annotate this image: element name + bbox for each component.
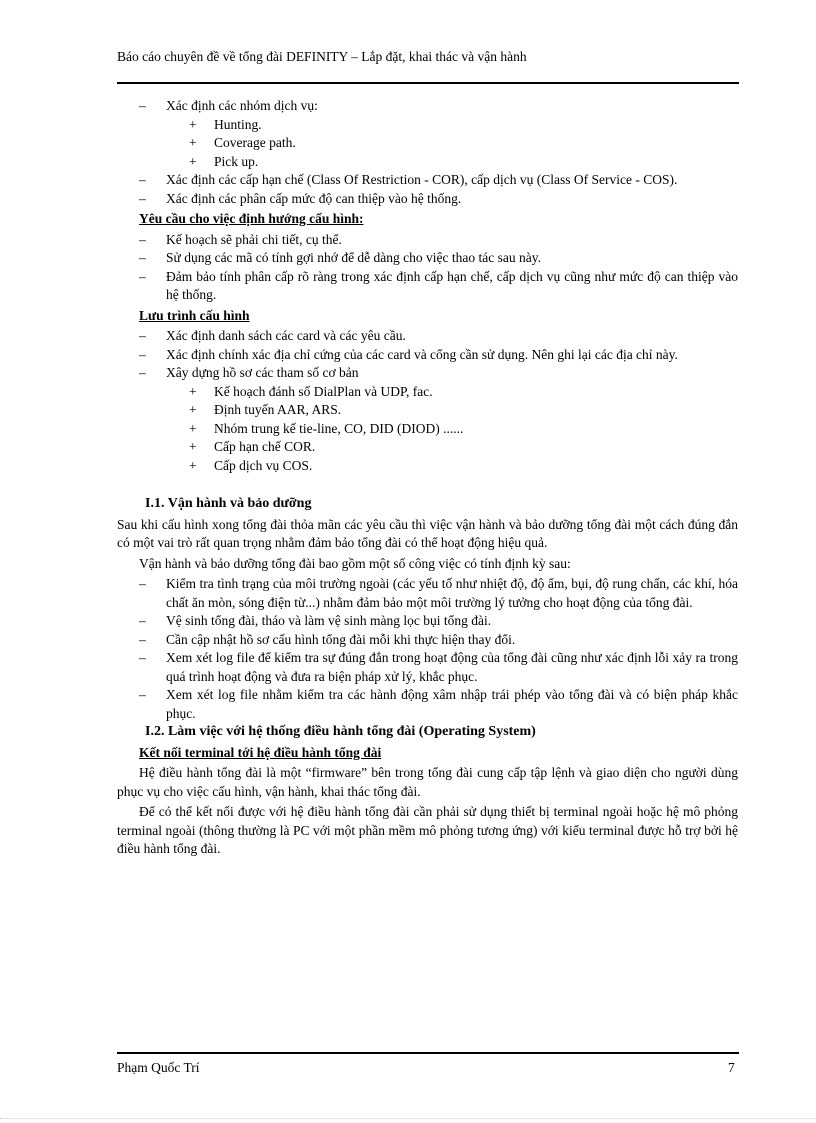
dash-bullet: – [139, 631, 146, 647]
subsection-heading: Kết nối terminal tới hệ điều hành tổng đài [139, 744, 382, 760]
footer-author: Phạm Quốc Trí [117, 1060, 200, 1075]
sub-list-item-text: Kế hoạch đánh số DialPlan và UDP, fac. [214, 383, 433, 399]
sub-list-item [139, 134, 738, 153]
dash-bullet: – [139, 576, 146, 591]
list-item-text: Xem xét log file để kiểm tra sự đúng đắn trong hoạt động của tổng đài cũng như xác định lỗi xảy ra trong quá trình hoạt động và đưa ra biện pháp xử lý, khắc phục. [166, 650, 738, 684]
list-item [139, 249, 738, 268]
sub-list-item [139, 457, 738, 476]
sub-list-item-text: Nhóm trung kế tie-line, CO, DID (DIOD) ...... [214, 420, 464, 436]
paragraph: Để có thể kết nối được với hệ điều hành tổng đài cần phải sử dụng thiết bị terminal ngoài hoặc hệ mô phỏng terminal ngoài (thông thường là PC với một phần mềm mô phỏng tương ứng) với kiểu terminal được hỗ trợ bởi hệ điều hành tổng đài. [117, 804, 738, 856]
dash-bullet: – [139, 98, 146, 113]
sub-list-item-text: Pick up. [214, 153, 259, 169]
list-item-text: Xem xét log file nhằm kiểm tra các hành động xâm nhập trái phép vào tổng đài và có biện pháp khắc phục. [166, 687, 738, 721]
footer-rule [117, 1052, 739, 1054]
plus-bullet: + [189, 153, 197, 169]
list-item [139, 190, 738, 209]
plus-bullet: + [189, 420, 197, 436]
sub-list-item [139, 438, 738, 457]
sub-list-item [139, 383, 738, 402]
section-number: I.1. [145, 496, 165, 511]
list-item-text: Xác định danh sách các card và các yêu cầu. [166, 328, 406, 343]
list-item [139, 631, 738, 650]
header-rule [117, 82, 739, 84]
dash-bullet: – [139, 268, 146, 284]
page-number: 7 [728, 1060, 735, 1075]
list-item-text: Xây dựng hồ sơ các tham số cơ bản [166, 365, 359, 380]
list-item-text: Xác định chính xác địa chỉ cứng của các card và cổng cần sử dụng. Nên ghi lại các địa chỉ này. [166, 346, 678, 362]
sub-list-item-text: Hunting. [214, 116, 262, 132]
page-edge-divider [0, 1118, 816, 1119]
list-item [139, 97, 738, 116]
plus-bullet: + [189, 402, 197, 417]
list-item-text: Vệ sinh tổng đài, tháo và làm vệ sinh màng lọc bụi tổng đài. [166, 613, 492, 628]
paragraph: Hệ điều hành tổng đài là một “firmware” bên trong tổng đài cung cấp tập lệnh và giao diện cho người dùng phục vụ cho việc cấu hình, vận hành, khai thác tổng đài. [117, 765, 738, 799]
sub-list-item [139, 420, 738, 439]
plus-bullet: + [189, 457, 197, 473]
dash-bullet: – [139, 687, 146, 702]
plus-bullet: + [189, 116, 197, 132]
sub-list-item [139, 401, 738, 420]
list-item [139, 575, 738, 612]
list-item-text: Xác định các phân cấp mức độ can thiệp vào hệ thống. [166, 190, 462, 206]
section-title-text: Vận hành và bảo dưỡng [167, 496, 312, 511]
dash-bullet: – [139, 613, 146, 628]
list-item [139, 364, 738, 383]
sub-list-item-text: Cấp hạn chế COR. [214, 439, 316, 454]
section-title-2 [145, 723, 744, 742]
list-item-text: Xác định các cấp hạn chế (Class Of Restriction - COR), cấp dịch vụ (Class Of Service - COS). [166, 172, 678, 187]
section-heading-flow: Lưu trình cấu hình [139, 307, 250, 323]
list-item [139, 686, 738, 723]
list-item-text: Sử dụng các mã có tính gợi nhớ để dễ dàng cho việc thao tác sau này. [166, 250, 541, 265]
paragraph: Vận hành và bảo dưỡng tổng đài bao gồm một số công việc có tính định kỳ sau: [139, 555, 571, 571]
dash-bullet: – [139, 250, 146, 265]
section-title-text: Làm việc với hệ thống điều hành tổng đài (Operating System) [167, 724, 536, 739]
section-title-1 [145, 495, 744, 514]
dash-bullet: – [139, 190, 146, 206]
list-item-text: Kiểm tra tình trạng của môi trường ngoài (các yếu tố như nhiệt độ, độ ẩm, bụi, độ rung chấn, các khí, hóa chất ăn mòn, sóng điện từ...) nhằm đảm bảo một môi trường lý tưởng cho hoạt động của tổng đài. [166, 576, 738, 610]
list-item-text: Đảm bảo tính phân cấp rõ ràng trong xác định cấp hạn chế, cấp dịch vụ cũng như mức độ can thiệp vào hệ thống. [166, 268, 738, 302]
list-item [139, 346, 738, 365]
sub-list-item [139, 116, 738, 135]
sub-list-item-text: Cấp dịch vụ COS. [214, 457, 313, 473]
list-item [139, 649, 738, 686]
list-item-text: Cần cập nhật hồ sơ cấu hình tổng đài mỗi khi thực hiện thay đổi. [166, 631, 516, 647]
sub-list-item-text: Định tuyến AAR, ARS. [214, 402, 342, 417]
plus-bullet: + [189, 135, 197, 150]
dash-bullet: – [139, 365, 146, 380]
sub-list-item-text: Coverage path. [214, 135, 296, 150]
section-number: I.2. [145, 724, 165, 739]
list-item [139, 612, 738, 631]
list-item-text: Kế hoạch sẽ phải chi tiết, cụ thể. [166, 231, 342, 247]
page-header: Báo cáo chuyên đề về tổng đài DEFINITY – Lắp đặt, khai thác và vận hành [117, 49, 527, 64]
dash-bullet: – [139, 346, 146, 362]
page-content [117, 97, 738, 861]
list-item [139, 231, 738, 250]
dash-bullet: – [139, 328, 146, 343]
dash-bullet: – [139, 231, 146, 247]
list-item [139, 268, 738, 305]
list-item-text: Xác định các nhóm dịch vụ: [166, 98, 318, 113]
plus-bullet: + [189, 439, 197, 454]
plus-bullet: + [189, 383, 197, 399]
paragraph: Sau khi cấu hình xong tổng đài thỏa mãn các yêu cầu thì việc vận hành và bảo dưỡng tổng đài một cách đúng đắn có một vai trò rất quan trọng nhằm đảm bảo tổng đài có thể hoạt động hiệu quả. [117, 516, 738, 550]
list-item [139, 327, 738, 346]
dash-bullet: – [139, 650, 146, 665]
sub-list-item [139, 153, 738, 172]
dash-bullet: – [139, 172, 146, 187]
section-heading-requirements: Yêu cầu cho việc định hướng cấu hình: [139, 211, 364, 226]
list-item [139, 171, 738, 190]
